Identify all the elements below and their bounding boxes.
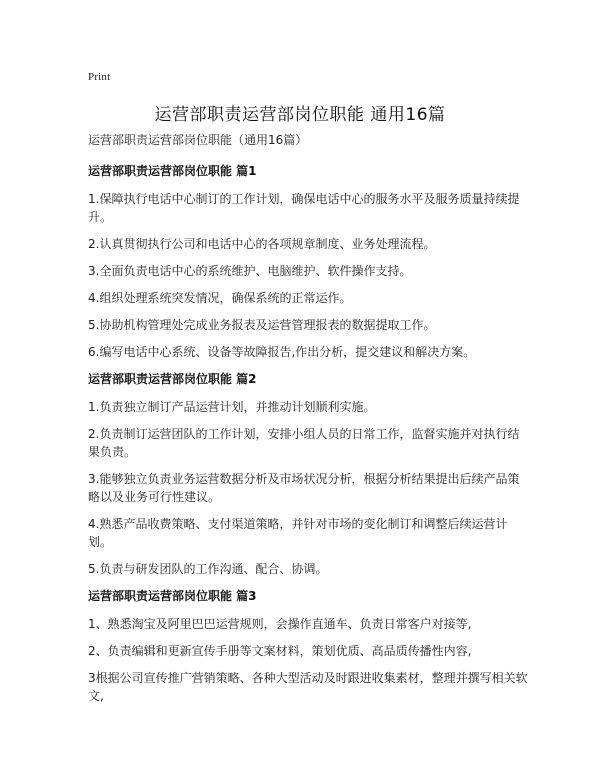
list-item: 3.全面负责电话中心的系统维护、电脑维护、软件操作支持。 [88, 264, 412, 278]
list-item: 4.熟悉产品收费策略、支付渠道策略，并针对市场的变化制订和调整后续运营计划。 [88, 517, 508, 549]
list-item: 3.能够独立负责业务运营数据分析及市场状况分析，根据分析结果提出后续产品策略以及业务可行性建议。 [88, 472, 520, 504]
list-item: 5.负责与研发团队的工作沟通、配合、协调。 [88, 562, 328, 576]
list-item: 6.编写电话中心系统、设备等故障报告,作出分析，提交建议和解决方案。 [88, 345, 476, 359]
list-item: 1、熟悉淘宝及阿里巴巴运营规则，会操作直通车、负责日常客户对接等, [88, 617, 472, 631]
list-item: 2、负责编辑和更新宣传手册等文案材料，策划优质、高品质传播性内容, [88, 644, 472, 658]
list-item: 5.协助机构管理处完成业务报表及运营管理报表的数据提取工作。 [88, 318, 436, 332]
section-3 [88, 587, 528, 705]
document-subtitle: 运营部职责运营部岗位职能（通用16篇） [88, 133, 308, 147]
list-item: 2.认真贯彻执行公司和电话中心的各项规章制度、业务处理流程。 [88, 237, 436, 251]
section-heading: 运营部职责运营部岗位职能 篇3 [88, 589, 257, 603]
list-item: 3根据公司宣传推广营销策略、各种大型活动及时跟进收集素材，整理并撰写相关软文, [88, 671, 528, 703]
page-title: 运营部职责运营部岗位职能 通用16篇 [154, 105, 446, 125]
list-item: 4.组织处理系统突发情况，确保系统的正常运作。 [88, 291, 352, 305]
list-item: 1.保障执行电话中心制订的工作计划，确保电话中心的服务水平及服务质量持续提升。 [88, 192, 520, 224]
section-heading: 运营部职责运营部岗位职能 篇2 [88, 372, 257, 386]
document-body [88, 130, 528, 714]
print-label[interactable]: Print [88, 71, 111, 83]
section-heading: 运营部职责运营部岗位职能 篇1 [88, 164, 257, 178]
section-1 [88, 162, 528, 361]
list-item: 2.负责制订运营团队的工作计划，安排小组人员的日常工作，监督实施并对执行结果负责。 [88, 427, 520, 459]
section-2 [88, 370, 528, 578]
list-item: 1.负责独立制订产品运营计划，并推动计划顺利实施。 [88, 400, 376, 414]
